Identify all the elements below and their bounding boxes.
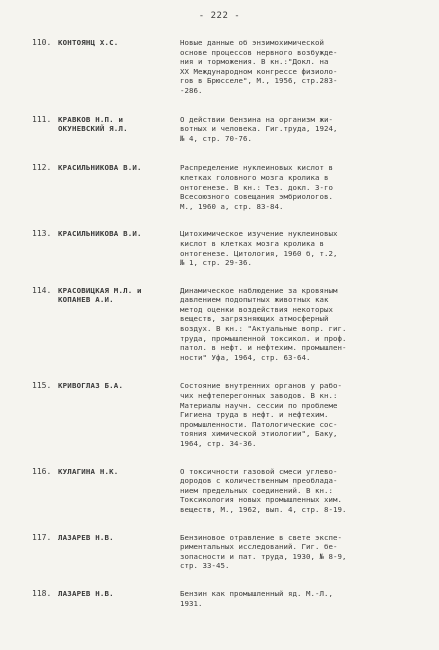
entry-authors (58, 589, 180, 599)
bibliography-entry (32, 467, 424, 515)
entry-authors (58, 229, 180, 239)
entry-text: Распределение нуклеиновых кислот в клетках головного мозга кролика в онтогенезе. В кн.: Тез. докл. 3-го Всесоюзного совещания эмбриологов. М., 1960 а, стр. 83-84. (180, 163, 333, 211)
author-line: ЛАЗАРЕВ Н.В. (58, 532, 114, 542)
entry-authors (58, 533, 180, 543)
bibliography-entry (32, 589, 424, 608)
bibliography-entry (32, 286, 424, 363)
author-line: КРИВОГЛАЗ Б.А. (58, 381, 124, 391)
bibliography-entry (32, 38, 424, 96)
entry-text: Состояние внутренних органов у рабо- чих нефтеперегонных заводов. В кн.: Материалы научн. сессии по проблеме Гигиена труда в нефт. и нефтехим. промышленности. Патологические сос- тояния химической этиологии", Баку, 1964, стр. 34-36. (180, 381, 342, 448)
entry-text: Бензин как промышленный яд. М.-Л., 1931. (180, 588, 333, 608)
author-line: КРАСОВИЦКАЯ М.Л. и (58, 285, 142, 295)
entry-authors (58, 467, 180, 477)
author-line: КУЛАГИНА Н.К. (58, 466, 119, 476)
entry-number: 116. (32, 466, 52, 476)
author-line: КРАСИЛЬНИКОВА В.И. (58, 229, 142, 239)
entry-authors (58, 286, 180, 305)
entry-number: 112. (32, 163, 52, 173)
entry-text: Бензиновое отравление в свете экспе- риментальных исследований. Гиг. бе- зопасности и пат. труда, 1930, № 8-9, стр. 33-45. (180, 532, 347, 571)
entry-number: 115. (32, 381, 52, 391)
bibliography-entry (32, 163, 424, 211)
bibliography-entry (32, 533, 424, 571)
entry-text: О действии бензина на организм жи- вотных и человека. Гиг.труда, 1924, № 4, стр. 70-76. (180, 114, 338, 143)
entry-number: 117. (32, 532, 52, 542)
entry-number: 111. (32, 114, 52, 124)
bibliography-entry (32, 229, 424, 267)
entry-text: Цитохимическое изучение нуклеиновых кислот в клетках мозга кролика в онтогенезе. Цитология, 1960 б, т.2, № 1, стр. 29-36. (180, 229, 338, 268)
entry-number: 114. (32, 285, 52, 295)
entry-authors (58, 163, 180, 173)
author-line: ЛАЗАРЕВ Н.В. (58, 588, 114, 598)
entry-number: 110. (32, 38, 52, 47)
entry-text: Динамическое наблюдение за кровяным давлением подопытных животных как метод оценки воздействия некоторых веществ, загрязняющих атмосферный воздух. В кн.: "Актуальные вопр. гиг. труда, промышленной токсикол. и проф. патол. в нефт. и нефтехим. промышлен- ности" Уфа, 1964, стр. 63-64. (180, 285, 347, 362)
author-line: ОКУНЕВСКИЙ Я.Л. (58, 124, 128, 134)
page-number: - 222 - (198, 11, 241, 21)
entry-text: Новые данные об энзимохимической основе процессов нервного возбужде- ния и торможения. В кн.:"Докл. на XX Международном конгрессе физиоло- гов в Брюсселе", М., 1956, стр.283- -286. (180, 38, 338, 95)
author-line: КРАСИЛЬНИКОВА В.И. (58, 163, 142, 173)
bibliography-list (32, 38, 424, 608)
author-line: КРАВКОВ Н.П. и (58, 114, 124, 124)
entry-text: О токсичности газовой смеси углево- дородов с количественным преоблада- нием предельных соединений. В кн.: Токсикология новых промышленных хим. веществ, М., 1962, вып. 4, стр. 8-19. (180, 466, 347, 514)
author-line: КОПАНЕВ А.И. (58, 295, 114, 305)
entry-number: 118. (32, 588, 52, 598)
entry-authors (58, 38, 180, 48)
author-line: КОНТОЯНЦ Х.С. (58, 38, 119, 47)
entry-number: 113. (32, 229, 52, 239)
entry-authors (58, 381, 180, 391)
entry-authors (58, 115, 180, 134)
bibliography-entry (32, 115, 424, 144)
bibliography-entry (32, 381, 424, 448)
